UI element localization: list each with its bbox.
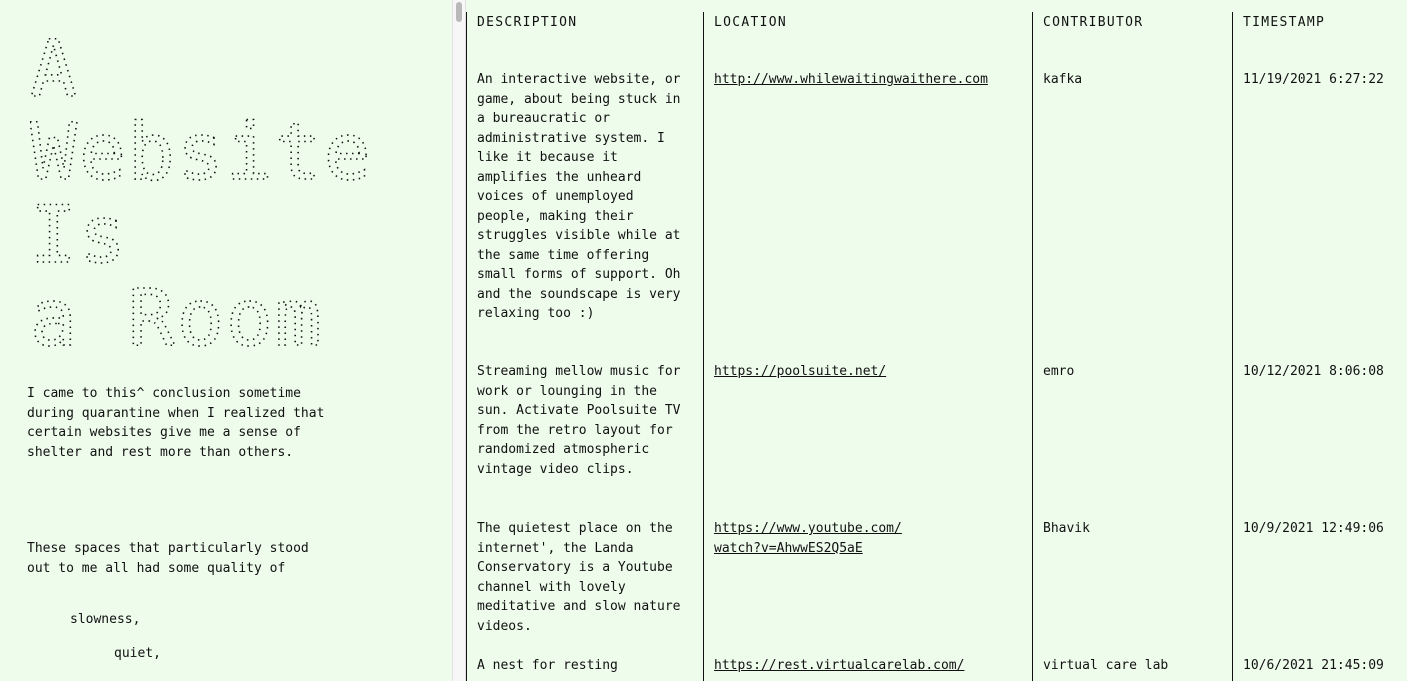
title-line-4: a Room <box>30 274 324 354</box>
site-title <box>30 34 390 354</box>
row-2-location-link[interactable]: https://poolsuite.net/ <box>714 364 887 379</box>
header-timestamp: TIMESTAMP <box>1243 15 1326 30</box>
scrollbar-thumb[interactable] <box>456 2 462 22</box>
header-contributor: CONTRIBUTOR <box>1043 15 1144 30</box>
column-divider <box>703 12 704 681</box>
websites-table <box>466 12 1407 681</box>
row-1-timestamp: 11/19/2021 6:27:22 <box>1243 72 1384 87</box>
row-1-contributor: kafka <box>1043 72 1083 87</box>
row-4-description: A nest for resting <box>477 658 618 673</box>
row-3-timestamp: 10/9/2021 12:49:06 <box>1243 521 1384 536</box>
title-line-2: Website <box>30 108 373 198</box>
column-divider <box>1232 12 1233 681</box>
row-3-location-link[interactable]: https://www.youtube.com/watch?v=AhwwES2Q5aE <box>714 521 902 556</box>
row-4-timestamp: 10/6/2021 21:45:09 <box>1243 658 1384 673</box>
row-4-contributor: virtual care lab <box>1043 658 1169 673</box>
intro-panel <box>0 0 452 681</box>
quality-slowness: slowness, <box>70 612 141 627</box>
header-location: LOCATION <box>714 15 788 30</box>
column-divider <box>466 12 467 681</box>
row-2-timestamp: 10/12/2021 8:06:08 <box>1243 364 1384 379</box>
quality-quiet: quiet, <box>114 646 161 661</box>
column-divider <box>1032 12 1033 681</box>
scrollbar[interactable] <box>452 0 466 681</box>
header-description: DESCRIPTION <box>477 15 578 30</box>
row-4-location-link[interactable]: https://rest.virtualcarelab.com/ <box>714 658 965 673</box>
row-1-location-link[interactable]: http://www.whilewaitingwaithere.com <box>714 72 988 87</box>
title-line-1: A <box>30 34 79 115</box>
intro-paragraph-1: I came to this^ conclusion sometime during quarantine when I realized that certain websites give me a sense of shelter and rest more than others. <box>27 386 325 460</box>
title-line-3: Is <box>30 191 128 281</box>
row-3-contributor: Bhavik <box>1043 521 1090 536</box>
intro-paragraph-2: These spaces that particularly stood out to me all had some quality of <box>27 541 309 576</box>
row-1-description: An interactive website, or game, about being stuck in a bureaucratic or administrative system. I like it because it amplifies the unheard voices of unemployed people, making their struggles visible while at the same time offering small forms of support. Oh and the soundscape is very relaxing too :) <box>477 72 681 321</box>
row-2-contributor: emro <box>1043 364 1075 379</box>
row-3-description: The quietest place on the internet', the Landa Conservatory is a Youtube channel with lovely meditative and slow nature videos. <box>477 521 681 634</box>
row-2-description: Streaming mellow music for work or lounging in the sun. Activate Poolsuite TV from the retro layout for randomized atmospheric vintage video clips. <box>477 364 681 477</box>
